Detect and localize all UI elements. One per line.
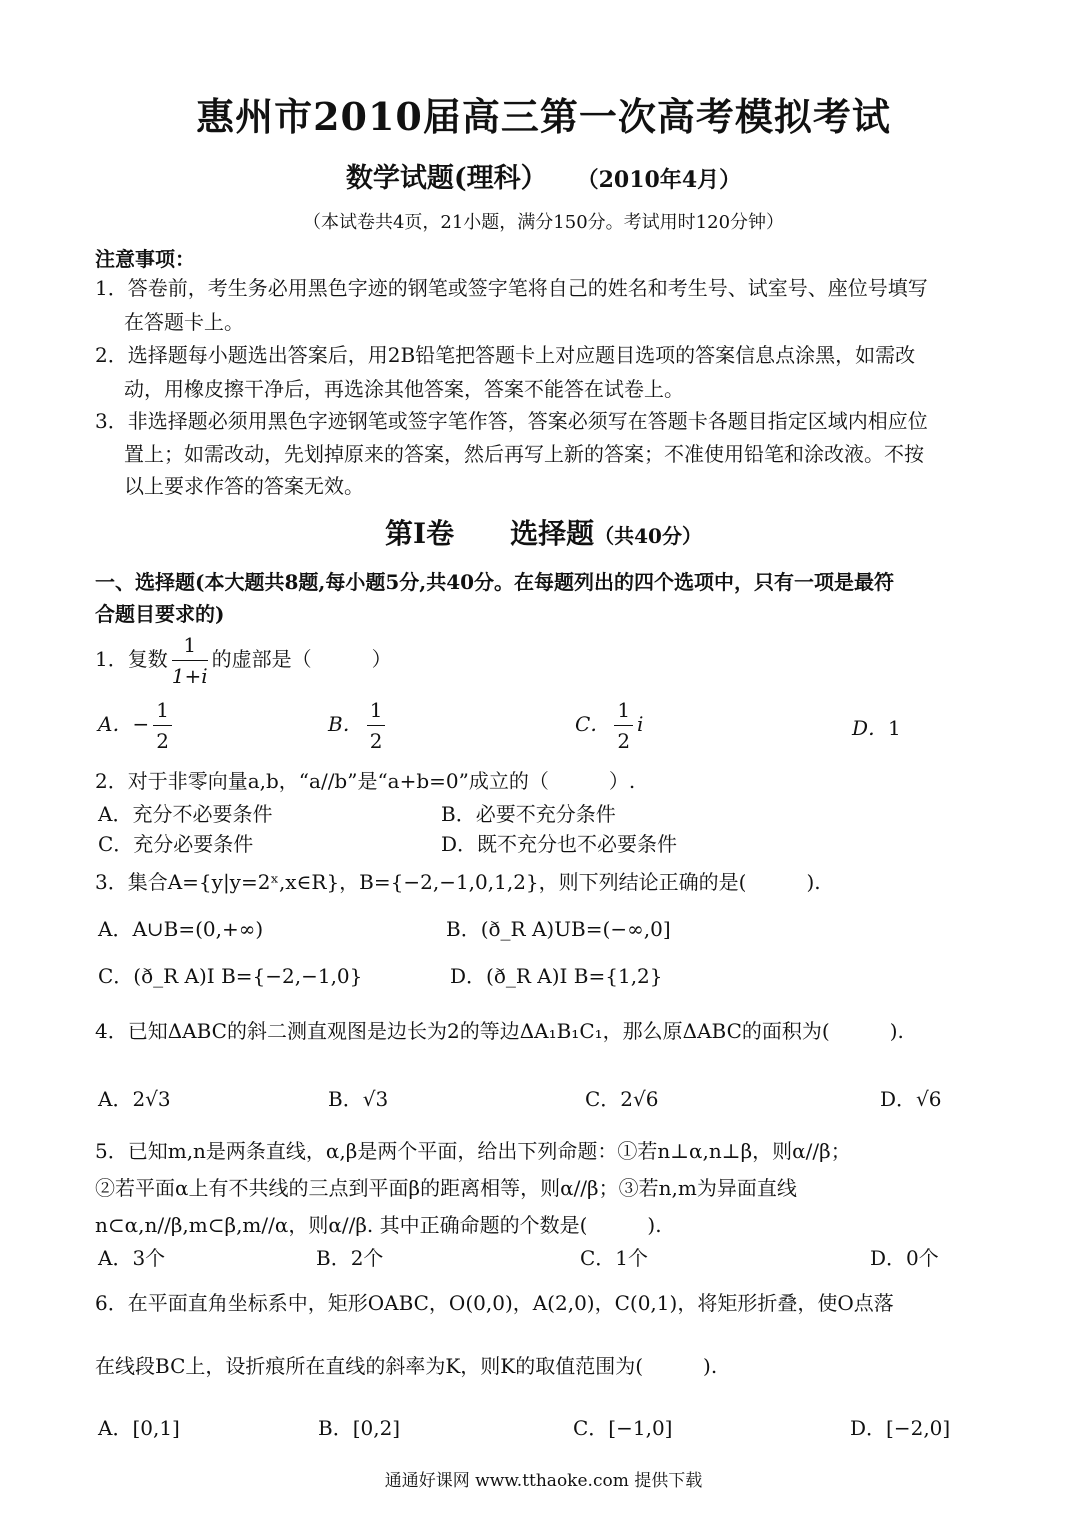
question-2-option-b: B．必要不充分条件 bbox=[441, 802, 616, 826]
question-5-option-b: B．2个 bbox=[316, 1246, 384, 1270]
question-1-option-d: D．1 bbox=[852, 716, 901, 740]
question-1-option-c: C． $\frac{1}{2}$ i bbox=[575, 695, 643, 756]
notice-title: 注意事项： bbox=[95, 247, 195, 271]
notice-item-1: 1．答卷前，考生务必用黑色字迹的钢笔或签字笔将自己的姓名和考生号、试室号、座位号填写 bbox=[95, 276, 928, 300]
exam-info: （本试卷共4页，21小题，满分150分。考试用时120分钟） bbox=[302, 212, 785, 233]
question-4-option-c: C．2√6 bbox=[585, 1087, 659, 1111]
question-2-stem: 2．对于非零向量a,b，“a//b”是“a+b=0”成立的（ ）. bbox=[95, 769, 636, 793]
section-heading bbox=[0, 512, 1087, 552]
question-5-option-a: A．3个 bbox=[98, 1246, 166, 1270]
question-2-option-d: D．既不充分也不必要条件 bbox=[441, 832, 678, 856]
question-6-stem: 6．在平面直角坐标系中，矩形OABC，O(0,0)，A(2,0)，C(0,1)，将矩形折叠，使O点落 bbox=[95, 1291, 894, 1315]
question-2-option-a: A．充分不必要条件 bbox=[98, 802, 273, 826]
question-4-option-b: B．√3 bbox=[328, 1087, 389, 1111]
question-5-option-d: D．0个 bbox=[870, 1246, 939, 1270]
question-2-option-c: C．充分必要条件 bbox=[98, 832, 254, 856]
section-intro: 一、选择题(本大题共8题,每小题5分,共40分。在每题列出的四个选项中，只有一项是最符 bbox=[95, 570, 895, 594]
notice-item-3-cont2: 以上要求作答的答案无效。 bbox=[124, 474, 364, 498]
exam-date: （2010年4月） bbox=[587, 167, 742, 193]
question-1-stem: 1．复数 $\frac{1}{1+i}$ 的虚部是（ ） bbox=[95, 630, 392, 691]
question-3-stem: 3．集合A={y|y=2ˣ,x∈R}，B={−2,−1,0,1,2}，则下列结论正确的是( ). bbox=[95, 870, 821, 894]
section-points: （共40分） bbox=[594, 524, 702, 548]
question-6-stem-cont: 在线段BC上，设折痕所在直线的斜率为K，则K的取值范围为( ). bbox=[95, 1354, 718, 1378]
question-5-stem-cont2: n⊂α,n//β,m⊂β,m//α，则α//β. 其中正确命题的个数是( ). bbox=[95, 1213, 662, 1237]
question-3-option-d: D．(ð_R A)I B={1,2} bbox=[450, 964, 663, 988]
question-5-stem-cont: ②若平面α上有不共线的三点到平面β的距离相等，则α//β；③若n,m为异面直线 bbox=[95, 1176, 797, 1200]
notice-item-2: 2．选择题每小题选出答案后，用2B铅笔把答题卡上对应题目选项的答案信息点涂黑，如需改 bbox=[95, 343, 916, 367]
section-intro-cont: 合题目要求的) bbox=[95, 602, 225, 626]
section-title: 第Ⅰ卷 选择题 bbox=[385, 517, 595, 550]
notice-item-2-cont: 动，用橡皮擦干净后，再选涂其他答案，答案不能答在试卷上。 bbox=[124, 377, 684, 401]
exam-subtitle bbox=[0, 156, 1087, 195]
question-6-option-b: B．[0,2] bbox=[318, 1416, 401, 1440]
exam-title: 惠州市2010届高三第一次高考模拟考试 bbox=[196, 94, 891, 139]
question-6-option-d: D．[−2,0] bbox=[850, 1416, 951, 1440]
fraction: $\frac{1}{2}$ bbox=[153, 695, 172, 756]
question-5-stem: 5．已知m,n是两条直线，α,β是两个平面，给出下列命题：①若n⊥α,n⊥β，则α//β； bbox=[95, 1139, 851, 1163]
question-3-option-c: C．(ð_R A)I B={−2,−1,0} bbox=[98, 964, 363, 988]
notice-item-3-cont: 置上；如需改动，先划掉原来的答案，然后再写上新的答案；不准使用铅笔和涂改液。不按 bbox=[124, 442, 924, 466]
fraction: $\frac{1}{2}$ bbox=[367, 695, 386, 756]
notice-item-1-cont: 在答题卡上。 bbox=[124, 310, 244, 334]
question-4-option-a: A．2√3 bbox=[98, 1087, 171, 1111]
question-3-option-a: A．A∪B=(0,+∞) bbox=[98, 917, 264, 941]
page-footer: 通通好课网 www.tthaoke.com 提供下载 bbox=[384, 1471, 703, 1491]
fraction: $\frac{1}{2}$ bbox=[614, 695, 633, 756]
question-1-option-a: A．− $\frac{1}{2}$ bbox=[98, 695, 176, 756]
question-4-stem: 4．已知ΔABC的斜二测直观图是边长为2的等边ΔA₁B₁C₁，那么原ΔABC的面积为( ). bbox=[95, 1019, 904, 1043]
question-1-option-b: B． $\frac{1}{2}$ bbox=[328, 695, 389, 756]
notice-item-3: 3．非选择题必须用黑色字迹钢笔或签字笔作答，答案必须写在答题卡各题目指定区域内相应位 bbox=[95, 409, 928, 433]
question-5-option-c: C．1个 bbox=[580, 1246, 649, 1270]
question-6-option-a: A．[0,1] bbox=[98, 1416, 180, 1440]
subject-label: 数学试题(理科） bbox=[345, 163, 548, 194]
question-4-option-d: D．√6 bbox=[880, 1087, 942, 1111]
question-6-option-c: C．[−1,0] bbox=[573, 1416, 673, 1440]
question-3-option-b: B．(ð_R A)UB=(−∞,0] bbox=[446, 917, 671, 941]
fraction: $\frac{1}{1+i}$ bbox=[172, 630, 208, 691]
